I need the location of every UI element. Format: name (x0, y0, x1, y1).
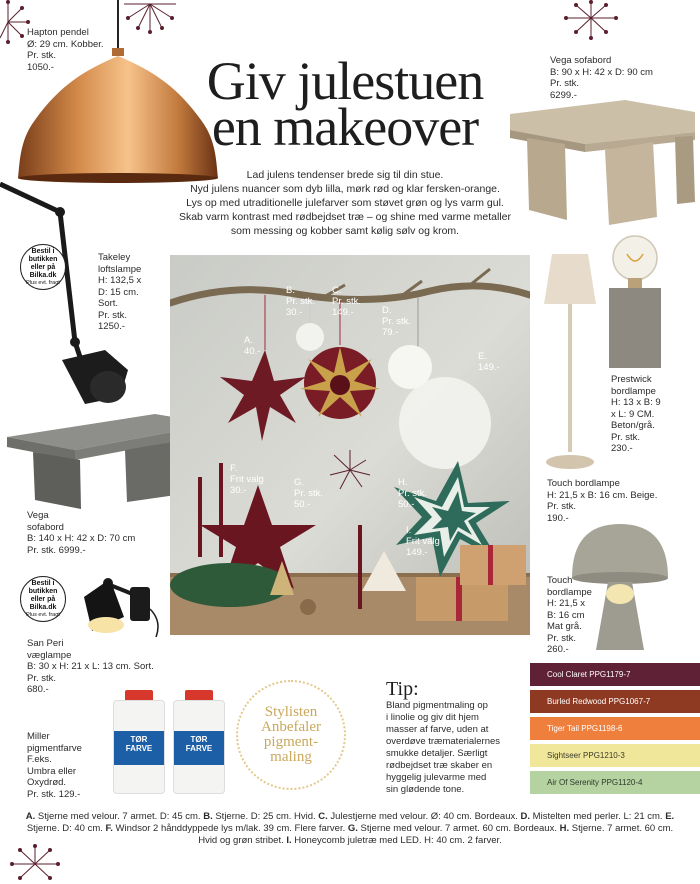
stylist-recommends-stamp (236, 680, 346, 790)
label-unit: Pr. stk. (398, 488, 428, 499)
swatch-label: Burled Redwood PPG1067-7 (547, 697, 651, 706)
tip-line: i linolie og giv dit hjem (386, 712, 479, 723)
caption-text: Julestjerne med velour. Ø: 40 cm. Bordeaux. (327, 811, 521, 822)
label-price: 30.- (286, 307, 303, 318)
swatch-label: Air Of Serenity PPG1120-4 (547, 778, 643, 787)
caption-text: Stjerne med velour. 7 armet. 60 cm. Bordeaux. (357, 823, 560, 834)
paint-can-label-2: FARVE (125, 744, 153, 753)
product-spec: B: 16 cm (547, 609, 585, 621)
tip-line: masser af farve, uden at (386, 724, 489, 735)
price-unit: Pr. stk. (98, 309, 128, 321)
product-text-prestwick (611, 374, 661, 455)
page-title (175, 51, 515, 157)
stamp-line: pigment- (263, 734, 319, 750)
concrete-bulb-lamp-image (605, 232, 665, 372)
badge-subtext: Plus evt. fragt (26, 611, 60, 618)
price-unit: Pr. stk. (547, 501, 577, 512)
price: 680.- (27, 684, 49, 695)
caption-item (286, 835, 501, 846)
photo-label-d (382, 305, 411, 338)
photo-label-g (294, 477, 323, 510)
label-unit: Pr. stk. (286, 296, 316, 307)
swatch-label: Sightseer PPG1210-3 (547, 751, 625, 760)
label-letter: F. (230, 463, 238, 474)
caption-letter: C. (318, 811, 328, 822)
caption-text: Windsor 2 hånddyppede lys m/lak. 39 cm. Flere farver. (112, 823, 348, 834)
beige-table-lamp-image (540, 252, 600, 472)
product-spec: H: 21,5 x (547, 598, 586, 609)
photo-label-b (286, 285, 315, 318)
label-option: Frit valg (406, 536, 440, 547)
product-text-san-peri (27, 638, 154, 696)
product-name: Touch (547, 575, 573, 586)
color-swatch-tiger-tail (530, 717, 700, 740)
swatch-label: Tiger Tail PPG1198-6 (547, 724, 623, 733)
bottom-caption (20, 811, 680, 847)
caption-letter: D. (520, 811, 531, 822)
label-price: 30.- (230, 485, 247, 496)
paint-can-1 (113, 690, 165, 794)
caption-item (26, 811, 203, 822)
label-price: 149.- (406, 547, 428, 558)
label-letter: H. (398, 477, 408, 488)
label-letter: C. (332, 285, 342, 296)
tip-line: hyggelig julevarme med (386, 772, 487, 783)
caption-letter: B. (203, 811, 213, 822)
product-color: Beton/grå. (611, 420, 655, 431)
price: 1250.- (98, 321, 125, 332)
caption-letter: A. (25, 811, 36, 822)
tip-box (386, 678, 526, 796)
tip-line: smukke detaljer. Særligt (386, 748, 488, 759)
photo-label-i (406, 525, 440, 558)
product-spec: B: 30 x H: 21 x L: 13 cm. Sort. (27, 661, 154, 672)
price: 6299.- (550, 89, 577, 101)
price: 230.- (611, 443, 633, 454)
caption-letter: F. (105, 823, 113, 834)
product-text-touch-grey (547, 575, 592, 656)
product-spec: Ø: 29 cm. Kobber. (27, 38, 104, 50)
photo-label-e (478, 351, 500, 373)
photo-label-h (398, 477, 427, 510)
label-letter: G. (294, 477, 305, 488)
order-badge-1 (20, 244, 66, 290)
product-name: Touch bordlampe (547, 478, 620, 489)
product-color: Oxydrød. (27, 777, 67, 788)
product-spec: F.eks. (27, 754, 52, 765)
title-line-1: Giv julestuen (206, 51, 484, 111)
price-unit: Pr. stk. (547, 632, 577, 644)
product-name-2: pigmentfarve (27, 742, 82, 754)
price-unit: Pr. stk. (27, 50, 57, 61)
product-text-takeley (98, 252, 141, 333)
label-letter: E. (478, 351, 487, 362)
label-price: 149.- (478, 362, 500, 373)
price: 1050.- (27, 61, 54, 73)
product-name: Takeley (98, 252, 131, 263)
product-text-vega-left (27, 510, 135, 556)
caption-item (203, 811, 318, 822)
starburst-decoration-top-right (556, 0, 626, 45)
label-unit: Pr. stk. (294, 488, 324, 499)
price: 260.- (547, 644, 569, 655)
product-color: Mat grå. (547, 621, 582, 632)
tip-line: sin glødende tone. (386, 784, 465, 795)
tip-line: overdøve træmaterialernes (386, 736, 501, 747)
price: 190.- (547, 512, 569, 524)
label-price: 40.- (244, 346, 261, 357)
stamp-line: Anbefaler (261, 719, 321, 735)
label-price: 50.- (398, 499, 415, 510)
product-name: Miller (27, 731, 50, 742)
product-name-2: bordlampe (547, 586, 592, 598)
order-badge-2 (20, 576, 66, 622)
caption-text: Stjerne. D: 40 cm. (26, 823, 106, 834)
label-letter: B. (286, 285, 295, 296)
swatch-label: Cool Claret PPG1179-7 (547, 670, 631, 679)
product-spec: x L: 9 CM. (611, 408, 655, 420)
tip-line: rødbejdset træ skaber en (386, 760, 493, 771)
price-unit: Pr. stk. (550, 78, 580, 89)
caption-text: Stjerne med velour. 7 armet. D: 45 cm. (35, 811, 204, 822)
title-line-2: en makeover (211, 97, 479, 157)
paint-can-label: TØR (190, 735, 208, 744)
tip-heading: Tip: (386, 678, 419, 700)
price: Pr. stk. 129.- (27, 788, 81, 800)
photo-label-f (230, 463, 264, 496)
product-name: Vega (27, 510, 49, 521)
caption-text: Stjerne. 7 armet. 60 cm. Hvid og grøn stribet. (198, 823, 674, 846)
badge-subtext: Plus evt. fragt (26, 279, 60, 286)
product-name-2: bordlampe (611, 385, 656, 397)
label-letter: A. (244, 335, 253, 346)
badge-text: Bestil i butikken eller på Bilka.dk (28, 247, 58, 279)
caption-text: Mistelten med perler. L: 21 cm. (530, 811, 666, 822)
product-spec: D: 15 cm. (98, 286, 139, 298)
label-price: 50.- (294, 499, 311, 510)
paint-can-label: TØR (130, 735, 148, 744)
price: Pr. stk. 6999.- (27, 544, 86, 556)
label-unit: Pr. stk. (382, 316, 412, 327)
label-letter: I. (406, 525, 412, 536)
product-spec: Umbra eller (27, 765, 77, 777)
product-spec: H: 13 x B: 9 (611, 397, 661, 408)
product-color: Sort. (98, 298, 119, 309)
photo-label-a (244, 335, 260, 357)
product-name: Vega sofabord (550, 55, 612, 66)
intro-line: Lad julens tendenser brede sig til din stue. (246, 169, 444, 181)
caption-text: Honeycomb juletræ med LED. H: 40 cm. 2 farver. (291, 835, 502, 846)
stamp-line: Stylisten (264, 704, 318, 720)
price-unit: Pr. stk. (611, 431, 641, 443)
product-name-2: sofabord (27, 521, 64, 533)
paint-can-2 (173, 690, 225, 794)
product-text-touch-beige (547, 478, 657, 524)
product-name: Hapton pendel (27, 27, 89, 38)
color-swatch-cool-claret (530, 663, 700, 686)
caption-item (348, 823, 560, 834)
product-spec: B: 140 x H: 42 x D: 70 cm (27, 533, 136, 544)
intro-line: Nyd julens nuancer som dyb lilla, mørk rød og klar fersken-orange. (190, 183, 500, 195)
price-unit: Pr. stk. (27, 672, 57, 684)
marble-coffee-table-image (505, 89, 700, 227)
color-swatch-burled-redwood (530, 690, 700, 713)
caption-item (521, 811, 666, 822)
paint-can-label-2: FARVE (185, 744, 213, 753)
product-name-2: væglampe (27, 649, 72, 661)
caption-item (318, 811, 520, 822)
product-spec: B: 90 x H: 42 x D: 90 cm (550, 66, 653, 78)
product-name-2: loftslampe (98, 263, 142, 275)
black-wall-lamp-image (70, 567, 165, 639)
caption-text: Stjerne. D: 25 cm. Hvid. (212, 811, 319, 822)
caption-letter: H. (559, 823, 570, 834)
product-spec: H: 132,5 x (98, 275, 142, 286)
caption-item (106, 823, 348, 834)
label-letter: D. (382, 305, 392, 316)
product-text-miller (27, 731, 82, 800)
intro-line: Skab varm kontrast med rødbejdset træ – og shine med varme metaller (178, 211, 512, 223)
intro-line: som messing og kobber samt kølig sølv og krom. (230, 225, 460, 237)
badge-text: Bestil i butikken eller på Bilka.dk (28, 579, 58, 611)
label-unit: Pr. stk. (332, 296, 362, 307)
product-name: San Peri (27, 638, 64, 649)
color-swatch-air-of-serenity (530, 771, 700, 794)
intro-line: Lys op med utraditionelle julefarver som støvet grøn og lys varm gul. (186, 197, 504, 209)
photo-label-c (332, 285, 361, 318)
stamp-line: maling (270, 749, 312, 765)
caption-letter: G. (347, 823, 358, 834)
christmas-decor-photo (170, 255, 530, 635)
label-option: Frit valg (230, 474, 264, 485)
label-price: 149.- (332, 307, 354, 318)
color-swatch-sightseer (530, 744, 700, 767)
product-name: Prestwick (611, 374, 652, 385)
tip-line: Bland pigmentmaling op (386, 700, 488, 711)
product-text-hapton (27, 27, 104, 73)
intro-text (140, 168, 550, 238)
caption-letter: E. (665, 811, 675, 822)
caption-letter: I. (286, 835, 292, 846)
product-spec: H: 21,5 x B: 16 cm. Beige. (547, 489, 658, 501)
label-price: 79.- (382, 327, 399, 338)
